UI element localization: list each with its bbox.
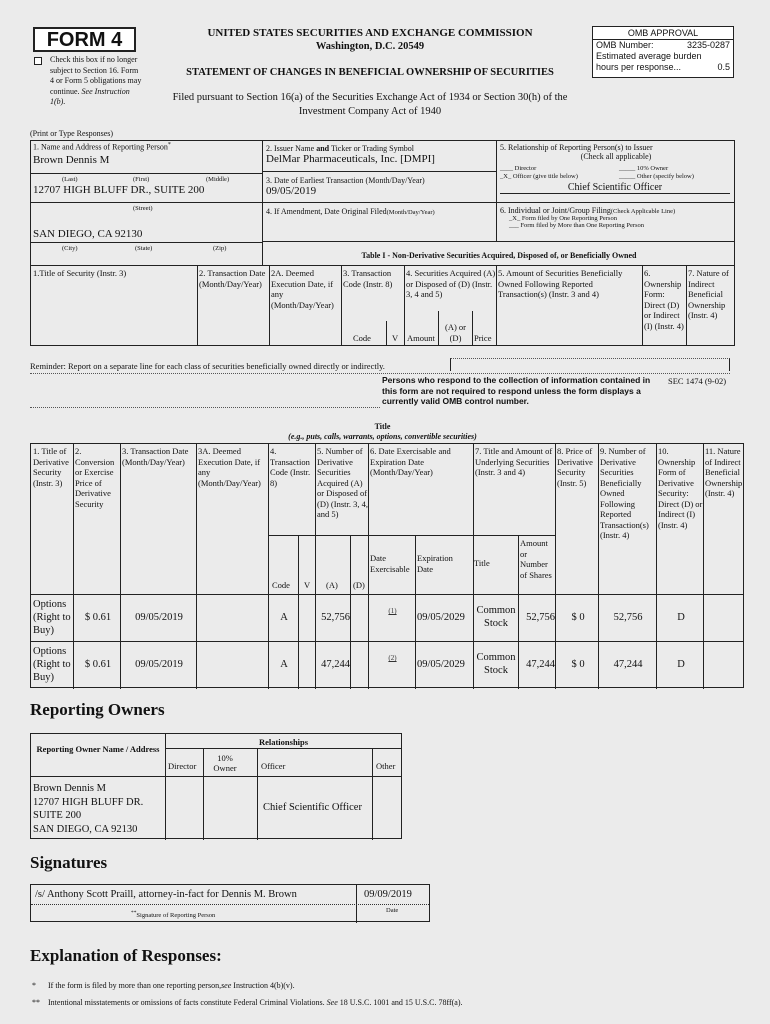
filed-pursuant-1: Filed pursuant to Section 16(a) of the Securities Exchange Act of 1934 or Section 30(h) of the — [172, 92, 568, 103]
expiration-date: 09/05/2029 — [417, 612, 465, 623]
multi-person-option[interactable]: ___ Form filed by More than One Reporting Person — [509, 222, 645, 229]
box4-amendment: 4. If Amendment, Date Original Filed(Month/Day/Year) — [263, 203, 497, 241]
acquired-amount: 52,756 — [321, 612, 350, 623]
signature-date: 09/09/2019 — [364, 889, 412, 900]
box1-name-address: 1. Name and Address of Reporting Person* Brown Dennis M (Last) (First) (Middle) 12707 HIGH BLUFF DR., SUITE 200 (Street) SAN DIEGO, CA 92130 (City) (State) (Zip) — [30, 140, 263, 266]
director-checkbox[interactable]: ____ Director — [500, 165, 537, 172]
issuer-name: DelMar Pharmaceuticals, Inc. [DMPI] — [266, 153, 435, 165]
officer-checkbox[interactable]: _X_ Officer (give title below) — [500, 173, 578, 180]
date-label: Date — [386, 907, 399, 914]
omb-hours-value: 0.5 — [717, 62, 730, 72]
table-row — [31, 594, 743, 641]
checkbox-text: Check this box if no longer subject to Section 16. Form 4 or Form 5 obligations may continue. See Instruction 1(b). — [50, 55, 142, 106]
reporting-owners-table: Reporting Owner Name / Address Relationships Director 10% Owner Officer Other Brown Dennis M 12707 HIGH BLUFF DR. SUITE 200 SAN DIEGO, CA 92130 Chief Scientific Officer — [30, 733, 402, 839]
reminder-text: Reminder: Report on a separate line for each class of securities beneficially owned directly or indirectly. — [30, 361, 385, 371]
explanation-line-1: * If the form is filed by more than one reporting person,see Instruction 4(b)(v). — [32, 981, 295, 990]
owned-following: 47,244 — [613, 659, 643, 670]
signatures-heading: Signatures — [30, 853, 108, 872]
owner-address: Brown Dennis M 12707 HIGH BLUFF DR. SUITE 200 SAN DIEGO, CA 92130 — [33, 783, 144, 835]
table2-title: Title — [374, 422, 391, 431]
underlying-title: Common Stock — [476, 605, 516, 629]
other-checkbox[interactable]: _____ Other (specify below) — [619, 173, 694, 180]
officer-title: Chief Scientific Officer — [500, 182, 730, 194]
table2: 1. Title of Derivative Security (Instr. 3) 2. Conversion or Exercise Price of Derivative Security 3. Transaction Date (Month/Day/Year) 3A. Deemed Execution Date, if any (Month/Day/Year) 4. Transaction Code (Instr. 8) 5. Number of Derivative Securities Acquired (A) or Disposed of (D) (Instr. 3, 4, and 5) 6. Date Exercisable and Expiration Date (Month/Day/Year) 7. Title and Amount of Underlying Securities (Instr. 3 and 4) 8. Price of Derivative Security (Instr. 5) 9. Number of Derivative Securities Beneficially Owned Following Reported Transaction(s) (Instr. 4) 10. Ownership Form of Derivative Security: Direct (D) or Indirect (I) (Instr. 4) 11. Nature of Indirect Beneficial Ownership (Instr. 4) Code V (A) (D) Date Exercisable Expiration Date Title Amount or Number of Shares Options (Right to Buy) $ 0.61 09/05/2019 A 52,756 (1) 09/05/2029 Common Stock 52,756 $ 0 52,756 D Options (Right to Buy) $ 0.61 09/05/2019 A 47,244 (2) 09/05/2029 Common Stock 47,244 $ 0 47,244 D — [30, 443, 744, 688]
reporting-owners-heading: Reporting Owners — [30, 700, 165, 719]
expiration-date: 09/05/2029 — [417, 659, 465, 670]
omb-number-label: OMB Number: — [596, 40, 654, 50]
derivative-security-title: Options (Right to Buy) — [33, 599, 71, 636]
underlying-title: Common Stock — [476, 652, 516, 676]
box2-issuer: 2. Issuer Name and Ticker or Trading Symbol DelMar Pharmaceuticals, Inc. [DMPI] — [263, 140, 497, 172]
reporting-person-street: 12707 HIGH BLUFF DR., SUITE 200 — [33, 184, 205, 196]
sec-code: SEC 1474 (9-02) — [668, 376, 727, 386]
ownership-form: D — [677, 612, 685, 623]
transaction-code: A — [280, 612, 288, 623]
box3-earliest-date: 3. Date of Earliest Transaction (Month/Day/Year) 09/05/2019 — [263, 172, 497, 203]
omb-number-value: 3235-0287 — [686, 40, 730, 50]
reporting-person-city: SAN DIEGO, CA 92130 — [33, 228, 143, 240]
statement-title: STATEMENT OF CHANGES IN BENEFICIAL OWNERSHIP OF SECURITIES — [186, 67, 554, 78]
table1-title: Table I - Non-Derivative Securities Acquired, Disposed of, or Beneficially Owned — [263, 241, 735, 266]
derivative-security-title: Options (Right to Buy) — [33, 646, 71, 683]
transaction-date: 09/05/2019 — [135, 659, 183, 670]
acquired-amount: 47,244 — [321, 659, 350, 670]
filed-pursuant-2: Investment Company Act of 1940 — [298, 106, 442, 117]
owner-officer-title: Chief Scientific Officer — [263, 802, 362, 813]
print-type-note: (Print or Type Responses) — [30, 129, 114, 138]
agency-location: Washington, D.C. 20549 — [315, 41, 425, 52]
no-longer-subject-checkbox[interactable] — [34, 57, 42, 65]
table1-header: 1.Title of Security (Instr. 3) 2. Transaction Date (Month/Day/Year) 2A. Deemed Execution Date, if any (Month/Day/Year) 3. Transaction Code (Instr. 8) 4. Securities Acquired (A) or Disposed of (D) (Instr. 3, 4 and 5) 5. Amount of Securities Beneficially Owned Following Reported Transaction(s) (Instr. 3 and 4) 6. Ownership Form: Direct (D) or Indirect (I) (Instr. 4) 7. Nature of Indirect Beneficial Ownership (Instr. 4) Code V Amount (A) or (D) Price — [30, 266, 735, 346]
persons-notice: Persons who respond to the collection of information contained in this form are not required to respond unless the form displays a currently valid OMB control number. — [382, 375, 651, 406]
form-title: FORM 4 — [46, 29, 123, 51]
agency-title: UNITED STATES SECURITIES AND EXCHANGE COMMISSION — [207, 27, 533, 39]
omb-burden-label: Estimated average burden — [596, 51, 702, 61]
box6-filing: 6. Individual or Joint/Group Filing(Check Applicable Line) _X_ Form filed by One Reporting Person ___ Form filed by More than One Reporting Person — [497, 203, 735, 241]
omb-title: OMB APPROVAL — [593, 27, 733, 40]
reporting-person-name: Brown Dennis M — [33, 153, 110, 166]
omb-approval-box — [592, 26, 734, 78]
conversion-price: $ 0.61 — [84, 612, 112, 623]
explanation-heading: Explanation of Responses: — [30, 946, 222, 965]
underlying-amount: 47,244 — [526, 659, 555, 670]
one-person-option[interactable]: _X_ Form filed by One Reporting Person — [509, 215, 617, 222]
table2-subtitle: (e.g., puts, calls, warrants, options, convertible securities) — [288, 432, 477, 441]
transaction-code: A — [280, 659, 288, 670]
derivative-price: $ 0 — [571, 612, 585, 623]
transaction-date: 09/05/2019 — [135, 612, 183, 623]
box5-relationship: 5. Relationship of Reporting Person(s) to Issuer (Check all applicable) ____ Director _____ 10% Owner _X_ Officer (give title below) _____ Other (specify below) Chief Scientific Officer — [497, 140, 735, 203]
date-exercisable: (2) — [388, 654, 397, 662]
conversion-price: $ 0.61 — [84, 659, 112, 670]
earliest-transaction-date: 09/05/2019 — [266, 185, 317, 197]
date-exercisable: (1) — [388, 607, 397, 615]
owned-following: 52,756 — [613, 612, 643, 623]
signature-label: **Signature of Reporting Person — [131, 910, 216, 920]
signature-value: /s/ Anthony Scott Praill, attorney-in-fact for Dennis M. Brown — [35, 889, 297, 900]
underlying-amount: 52,756 — [526, 612, 555, 623]
omb-hours-label: hours per response... — [596, 62, 682, 72]
explanation-line-2: ** Intentional misstatements or omissions of facts constitute Federal Criminal Violations. See 18 U.S.C. 1001 and 15 U.S.C. 78ff(a). — [32, 998, 463, 1007]
form-title-box — [33, 27, 136, 52]
table-row — [31, 641, 743, 688]
derivative-price: $ 0 — [571, 659, 585, 670]
signature-block — [30, 884, 430, 922]
ten-percent-owner-checkbox[interactable]: _____ 10% Owner — [619, 165, 669, 172]
ownership-form: D — [677, 659, 685, 670]
